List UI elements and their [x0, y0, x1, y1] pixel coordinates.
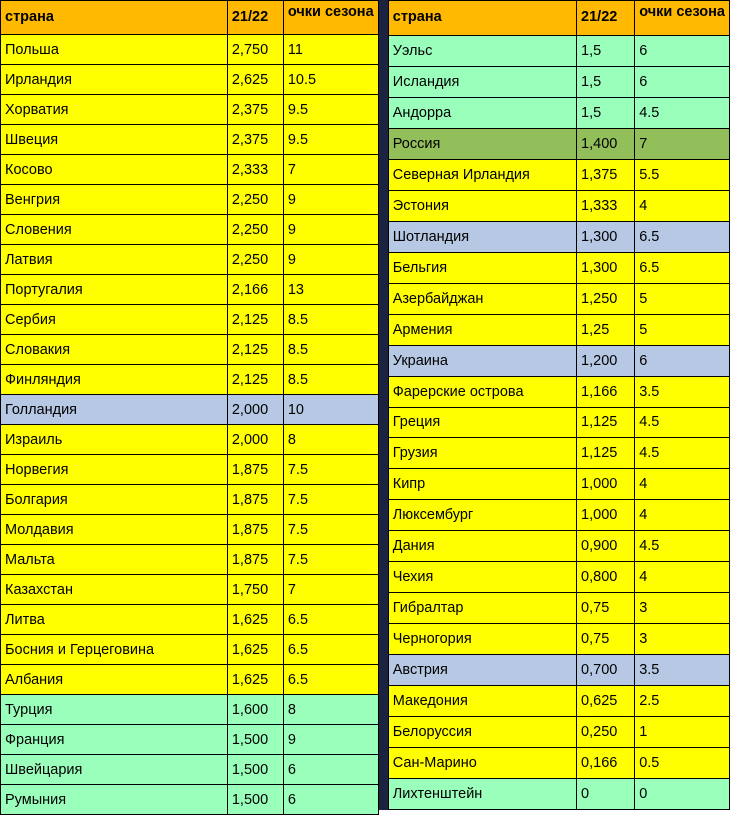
cell-country[interactable]: Турция	[1, 695, 228, 725]
table-row[interactable]	[1, 365, 379, 395]
table-row[interactable]	[1, 335, 379, 365]
table-row[interactable]	[1, 305, 379, 335]
cell-country[interactable]: Франция	[1, 725, 228, 755]
cell-season-points[interactable]: 4.5	[635, 531, 730, 562]
cell-season-coefficient[interactable]: 1,875	[227, 455, 283, 485]
table-row[interactable]	[388, 686, 729, 717]
cell-country[interactable]: Андорра	[388, 97, 576, 128]
cell-season-points[interactable]: 6	[283, 755, 378, 785]
cell-season-points[interactable]: 7.5	[283, 515, 378, 545]
cell-season-coefficient[interactable]: 1,300	[577, 252, 635, 283]
cell-season-points[interactable]: 2.5	[635, 686, 730, 717]
cell-season-coefficient[interactable]: 2,750	[227, 35, 283, 65]
cell-season-points[interactable]: 3.5	[635, 655, 730, 686]
cell-season-coefficient[interactable]: 0,800	[577, 562, 635, 593]
table-row[interactable]	[1, 785, 379, 815]
table-row[interactable]	[388, 407, 729, 438]
cell-country[interactable]: Румыния	[1, 785, 228, 815]
table-row[interactable]	[388, 531, 729, 562]
cell-season-coefficient[interactable]: 1,875	[227, 515, 283, 545]
cell-season-coefficient[interactable]: 1,5	[577, 97, 635, 128]
cell-season-points[interactable]: 8	[283, 425, 378, 455]
cell-season-coefficient[interactable]: 1,750	[227, 575, 283, 605]
right-table-body	[388, 1, 729, 810]
table-row[interactable]	[1, 455, 379, 485]
cell-country[interactable]: Сан-Марино	[388, 748, 576, 779]
table-row[interactable]	[1, 725, 379, 755]
table-row[interactable]	[1, 575, 379, 605]
table-row[interactable]	[388, 500, 729, 531]
table-row[interactable]	[388, 438, 729, 469]
cell-season-points[interactable]: 7	[283, 155, 378, 185]
cell-country[interactable]: Албания	[1, 665, 228, 695]
cell-season-coefficient[interactable]: 0	[577, 778, 635, 809]
cell-season-points[interactable]: 4.5	[635, 407, 730, 438]
cell-season-points[interactable]: 8	[283, 695, 378, 725]
cell-season-points[interactable]: 6.5	[635, 221, 730, 252]
cell-season-coefficient[interactable]: 2,000	[227, 425, 283, 455]
table-row[interactable]	[1, 515, 379, 545]
cell-season-coefficient[interactable]: 1,500	[227, 755, 283, 785]
cell-country[interactable]: Швейцария	[1, 755, 228, 785]
cell-season-points[interactable]: 9	[283, 245, 378, 275]
cell-season-coefficient[interactable]: 1,625	[227, 665, 283, 695]
cell-season-coefficient[interactable]: 1,5	[577, 36, 635, 67]
cell-season-points[interactable]: 4	[635, 190, 730, 221]
cell-season-coefficient[interactable]: 1,400	[577, 128, 635, 159]
cell-country[interactable]: Шотландия	[388, 221, 576, 252]
cell-country[interactable]: Словакия	[1, 335, 228, 365]
cell-season-coefficient[interactable]: 1,125	[577, 438, 635, 469]
table-row[interactable]	[388, 624, 729, 655]
table-row[interactable]	[388, 655, 729, 686]
cell-season-points[interactable]: 4.5	[635, 97, 730, 128]
cell-season-points[interactable]: 6.5	[283, 635, 378, 665]
cell-season-points[interactable]: 8.5	[283, 335, 378, 365]
cell-season-coefficient[interactable]: 2,625	[227, 65, 283, 95]
cell-season-coefficient[interactable]: 2,000	[227, 395, 283, 425]
cell-country[interactable]: Азербайджан	[388, 283, 576, 314]
table-row[interactable]	[388, 748, 729, 779]
cell-season-points[interactable]: 0.5	[635, 748, 730, 779]
header-points: очки сезона	[635, 1, 730, 36]
cell-season-points[interactable]: 7	[635, 128, 730, 159]
cell-season-coefficient[interactable]: 2,375	[227, 125, 283, 155]
cell-season-coefficient[interactable]: 1,875	[227, 485, 283, 515]
cell-season-coefficient[interactable]: 0,900	[577, 531, 635, 562]
left-table-body	[1, 1, 379, 815]
table-row[interactable]	[388, 717, 729, 748]
cell-season-coefficient[interactable]: 1,333	[577, 190, 635, 221]
left-table-header-row	[1, 1, 379, 35]
table-row[interactable]	[1, 695, 379, 725]
cell-season-points[interactable]: 10.5	[283, 65, 378, 95]
header-country: страна	[1, 1, 228, 35]
cell-season-points[interactable]: 7	[283, 575, 378, 605]
cell-country[interactable]: Польша	[1, 35, 228, 65]
table-row[interactable]	[388, 36, 729, 67]
column-divider	[379, 0, 388, 810]
cell-season-coefficient[interactable]: 1,500	[227, 785, 283, 815]
cell-country[interactable]: Россия	[388, 128, 576, 159]
cell-season-points[interactable]: 6.5	[283, 665, 378, 695]
cell-country[interactable]: Люксембург	[388, 500, 576, 531]
table-row[interactable]	[388, 159, 729, 190]
cell-country[interactable]: Австрия	[388, 655, 576, 686]
table-row[interactable]	[388, 593, 729, 624]
table-row[interactable]	[388, 67, 729, 98]
right-ranking-table	[388, 0, 730, 810]
cell-season-points[interactable]: 6.5	[283, 605, 378, 635]
cell-season-coefficient[interactable]: 1,5	[577, 67, 635, 98]
cell-season-coefficient[interactable]: 1,625	[227, 635, 283, 665]
header-season: 21/22	[227, 1, 283, 35]
table-row[interactable]	[1, 155, 379, 185]
cell-country[interactable]: Финляндия	[1, 365, 228, 395]
cell-country[interactable]: Исландия	[388, 67, 576, 98]
cell-country[interactable]: Белоруссия	[388, 717, 576, 748]
cell-season-points[interactable]: 6	[635, 36, 730, 67]
table-row[interactable]	[1, 125, 379, 155]
table-row[interactable]	[388, 778, 729, 809]
cell-country[interactable]: Хорватия	[1, 95, 228, 125]
cell-country[interactable]: Венгрия	[1, 185, 228, 215]
cell-country[interactable]: Армения	[388, 314, 576, 345]
cell-season-coefficient[interactable]: 0,700	[577, 655, 635, 686]
table-row[interactable]	[1, 545, 379, 575]
cell-country[interactable]: Гибралтар	[388, 593, 576, 624]
cell-country[interactable]: Казахстан	[1, 575, 228, 605]
cell-season-points[interactable]: 9.5	[283, 95, 378, 125]
cell-season-points[interactable]: 5	[635, 283, 730, 314]
header-country: страна	[388, 1, 576, 36]
cell-season-coefficient[interactable]: 0,625	[577, 686, 635, 717]
cell-country[interactable]: Лихтенштейн	[388, 778, 576, 809]
table-row[interactable]	[1, 35, 379, 65]
cell-season-coefficient[interactable]: 2,125	[227, 365, 283, 395]
cell-season-points[interactable]: 5	[635, 314, 730, 345]
table-row[interactable]	[1, 185, 379, 215]
cell-country[interactable]: Мальта	[1, 545, 228, 575]
cell-season-points[interactable]: 4	[635, 562, 730, 593]
table-row[interactable]	[388, 314, 729, 345]
cell-season-points[interactable]: 4.5	[635, 438, 730, 469]
cell-country[interactable]: Голландия	[1, 395, 228, 425]
cell-season-coefficient[interactable]: 2,250	[227, 215, 283, 245]
table-row[interactable]	[1, 275, 379, 305]
cell-country[interactable]: Северная Ирландия	[388, 159, 576, 190]
cell-season-coefficient[interactable]: 1,500	[227, 725, 283, 755]
cell-season-points[interactable]: 5.5	[635, 159, 730, 190]
cell-season-coefficient[interactable]: 1,250	[577, 283, 635, 314]
cell-season-points[interactable]: 6	[635, 345, 730, 376]
cell-season-points[interactable]: 6	[283, 785, 378, 815]
cell-season-coefficient[interactable]: 0,75	[577, 593, 635, 624]
cell-country[interactable]: Уэльс	[388, 36, 576, 67]
cell-country[interactable]: Латвия	[1, 245, 228, 275]
cell-season-coefficient[interactable]: 2,250	[227, 245, 283, 275]
cell-season-points[interactable]: 9.5	[283, 125, 378, 155]
table-row[interactable]	[388, 345, 729, 376]
cell-season-points[interactable]: 1	[635, 717, 730, 748]
cell-season-coefficient[interactable]: 2,375	[227, 95, 283, 125]
cell-season-coefficient[interactable]: 1,25	[577, 314, 635, 345]
cell-season-coefficient[interactable]: 1,000	[577, 500, 635, 531]
cell-country[interactable]: Молдавия	[1, 515, 228, 545]
cell-country[interactable]: Словения	[1, 215, 228, 245]
cell-season-coefficient[interactable]: 2,166	[227, 275, 283, 305]
cell-season-points[interactable]: 6	[635, 67, 730, 98]
cell-country[interactable]: Сербия	[1, 305, 228, 335]
table-row[interactable]	[388, 190, 729, 221]
cell-season-points[interactable]: 6.5	[635, 252, 730, 283]
cell-season-points[interactable]: 4	[635, 500, 730, 531]
cell-season-coefficient[interactable]: 2,125	[227, 305, 283, 335]
cell-season-points[interactable]: 11	[283, 35, 378, 65]
cell-country[interactable]: Израиль	[1, 425, 228, 455]
cell-season-coefficient[interactable]: 1,200	[577, 345, 635, 376]
cell-season-points[interactable]: 7.5	[283, 485, 378, 515]
cell-season-coefficient[interactable]: 1,300	[577, 221, 635, 252]
cell-season-coefficient[interactable]: 1,375	[577, 159, 635, 190]
cell-country[interactable]: Грузия	[388, 438, 576, 469]
cell-country[interactable]: Черногория	[388, 624, 576, 655]
cell-country[interactable]: Литва	[1, 605, 228, 635]
cell-country[interactable]: Македония	[388, 686, 576, 717]
cell-season-coefficient[interactable]: 2,250	[227, 185, 283, 215]
table-row[interactable]	[388, 376, 729, 407]
cell-country[interactable]: Фарерские острова	[388, 376, 576, 407]
table-row[interactable]	[1, 755, 379, 785]
cell-country[interactable]: Португалия	[1, 275, 228, 305]
cell-season-points[interactable]: 3.5	[635, 376, 730, 407]
cell-season-points[interactable]: 10	[283, 395, 378, 425]
table-row[interactable]	[1, 665, 379, 695]
table-row[interactable]	[1, 95, 379, 125]
table-row[interactable]	[388, 283, 729, 314]
table-row[interactable]	[1, 395, 379, 425]
cell-season-coefficient[interactable]: 0,75	[577, 624, 635, 655]
cell-country[interactable]: Швеция	[1, 125, 228, 155]
cell-season-coefficient[interactable]: 1,166	[577, 376, 635, 407]
table-row[interactable]	[1, 485, 379, 515]
table-row[interactable]	[388, 562, 729, 593]
cell-season-points[interactable]: 9	[283, 185, 378, 215]
cell-season-points[interactable]: 8.5	[283, 365, 378, 395]
table-row[interactable]	[388, 469, 729, 500]
cell-country[interactable]: Норвегия	[1, 455, 228, 485]
cell-country[interactable]: Эстония	[388, 190, 576, 221]
table-row[interactable]	[1, 425, 379, 455]
cell-country[interactable]: Украина	[388, 345, 576, 376]
cell-season-points[interactable]: 9	[283, 725, 378, 755]
table-row[interactable]	[1, 215, 379, 245]
table-row[interactable]	[1, 605, 379, 635]
cell-season-coefficient[interactable]: 1,125	[577, 407, 635, 438]
cell-country[interactable]: Чехия	[388, 562, 576, 593]
table-row[interactable]	[388, 221, 729, 252]
table-row[interactable]	[388, 128, 729, 159]
cell-country[interactable]: Косово	[1, 155, 228, 185]
cell-country[interactable]: Ирландия	[1, 65, 228, 95]
cell-country[interactable]: Греция	[388, 407, 576, 438]
table-row[interactable]	[1, 635, 379, 665]
table-row[interactable]	[388, 252, 729, 283]
cell-season-coefficient[interactable]: 2,125	[227, 335, 283, 365]
cell-season-points[interactable]: 3	[635, 624, 730, 655]
cell-season-points[interactable]: 0	[635, 778, 730, 809]
right-table-header-row	[388, 1, 729, 36]
cell-season-coefficient[interactable]: 1,625	[227, 605, 283, 635]
cell-season-points[interactable]: 7.5	[283, 455, 378, 485]
cell-season-coefficient[interactable]: 1,000	[577, 469, 635, 500]
cell-country[interactable]: Кипр	[388, 469, 576, 500]
table-row[interactable]	[1, 245, 379, 275]
cell-season-coefficient[interactable]: 2,333	[227, 155, 283, 185]
cell-country[interactable]: Болгария	[1, 485, 228, 515]
cell-season-points[interactable]: 3	[635, 593, 730, 624]
cell-season-coefficient[interactable]: 1,600	[227, 695, 283, 725]
cell-season-points[interactable]: 4	[635, 469, 730, 500]
cell-season-points[interactable]: 7.5	[283, 545, 378, 575]
cell-country[interactable]: Босния и Герцеговина	[1, 635, 228, 665]
header-season: 21/22	[577, 1, 635, 36]
table-row[interactable]	[388, 97, 729, 128]
cell-country[interactable]: Бельгия	[388, 252, 576, 283]
cell-season-coefficient[interactable]: 0,166	[577, 748, 635, 779]
cell-season-coefficient[interactable]: 1,875	[227, 545, 283, 575]
cell-season-points[interactable]: 13	[283, 275, 378, 305]
cell-country[interactable]: Дания	[388, 531, 576, 562]
table-row[interactable]	[1, 65, 379, 95]
cell-season-points[interactable]: 9	[283, 215, 378, 245]
header-points: очки сезона	[283, 1, 378, 35]
cell-season-points[interactable]: 8.5	[283, 305, 378, 335]
cell-season-coefficient[interactable]: 0,250	[577, 717, 635, 748]
